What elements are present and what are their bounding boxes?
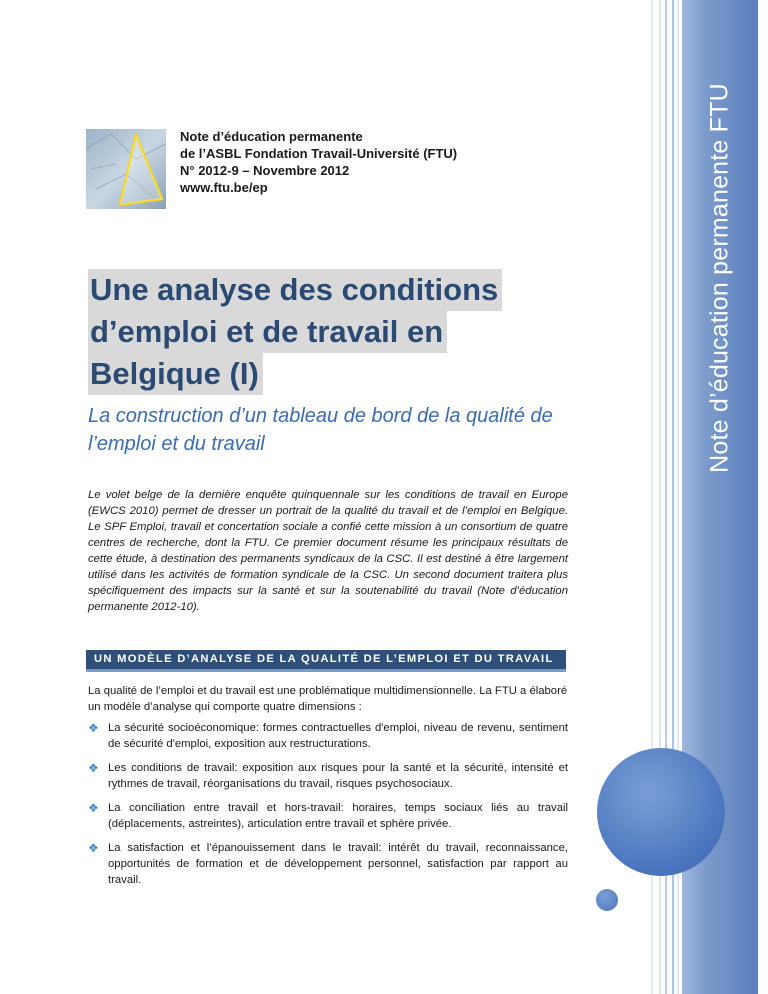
section-heading: UN MODÈLE D’ANALYSE DE LA QUALITÉ DE L’EMPLOI ET DU TRAVAIL [94,653,554,665]
list-item: ❖ La sécurité socioéconomique: formes contractuelles d'emploi, niveau de revenu, sentiment de sécurité d'emploi, exposition aux restructurations. [88,721,568,750]
diamond-bullet-icon: ❖ [88,761,99,775]
title-line: Une analyse des conditions [88,269,502,311]
dimensions-list [88,720,568,896]
abstract-paragraph: Le volet belge de la dernière enquête quinquennale sur les conditions de travail en Europe (EWCS 2010) permet de dresser un portrait de la qualité du travail et de l’emploi en Belgique. Le SPF Emploi, travail et concertation sociale a confié cette mission à un consortium de quatre centres de recherche, dont la FTU. Ce premier document résume les principaux résultats de cette étude, à destination des permanents syndicaux de la CSC. Il est destiné à être largement utilisé dans les activités de formation syndicale de la CSC. Un second document traitera plus spécifiquement des impacts sur la santé et sur la soutenabilité du travail (Note d’éducation permanente 2012-10). [88,489,568,613]
decorative-circle-large [597,748,725,876]
title-line: Belgique (I) [88,353,263,395]
decorative-circle-small [596,889,618,911]
header-issue: N° 2012-9 – Novembre 2012 [180,163,350,178]
document-title [88,269,502,395]
list-item: ❖ Les conditions de travail: exposition aux risques pour la santé et la sécurité, intensité et rythmes de travail, réorganisations du travail, risques psychosociaux. [88,761,568,790]
diamond-bullet-icon: ❖ [88,841,99,855]
section-intro: La qualité de l’emploi et du travail est une problématique multidimensionnelle. La FTU a élaboré un modèle d’analyse qui comporte quatre dimensions : [88,685,568,713]
diamond-bullet-icon: ❖ [88,721,99,735]
document-subtitle: La construction d’un tableau de bord de la qualité de l’emploi et du travail [88,405,553,455]
header-line: de l’ASBL Fondation Travail-Université (FTU) [180,146,458,161]
header-url[interactable]: www.ftu.be/ep [180,180,268,195]
publication-header [180,128,457,196]
ftu-logo [86,129,166,209]
section-heading-bar [86,650,566,672]
header-line: Note d’éducation permanente [180,129,363,144]
list-item: ❖ La conciliation entre travail et hors-travail: horaires, temps sociaux liés au travail (déplacements, astreintes), articulation entre travail et sphère privée. [88,801,568,830]
diamond-bullet-icon: ❖ [88,801,99,815]
list-item: ❖ La satisfaction et l’épanouissement dans le travail: intérêt du travail, reconnaissance, opportunités de formation et de développement personnel, satisfaction par rapport au travail. [88,841,568,886]
title-line: d’emploi et de travail en [88,311,447,353]
